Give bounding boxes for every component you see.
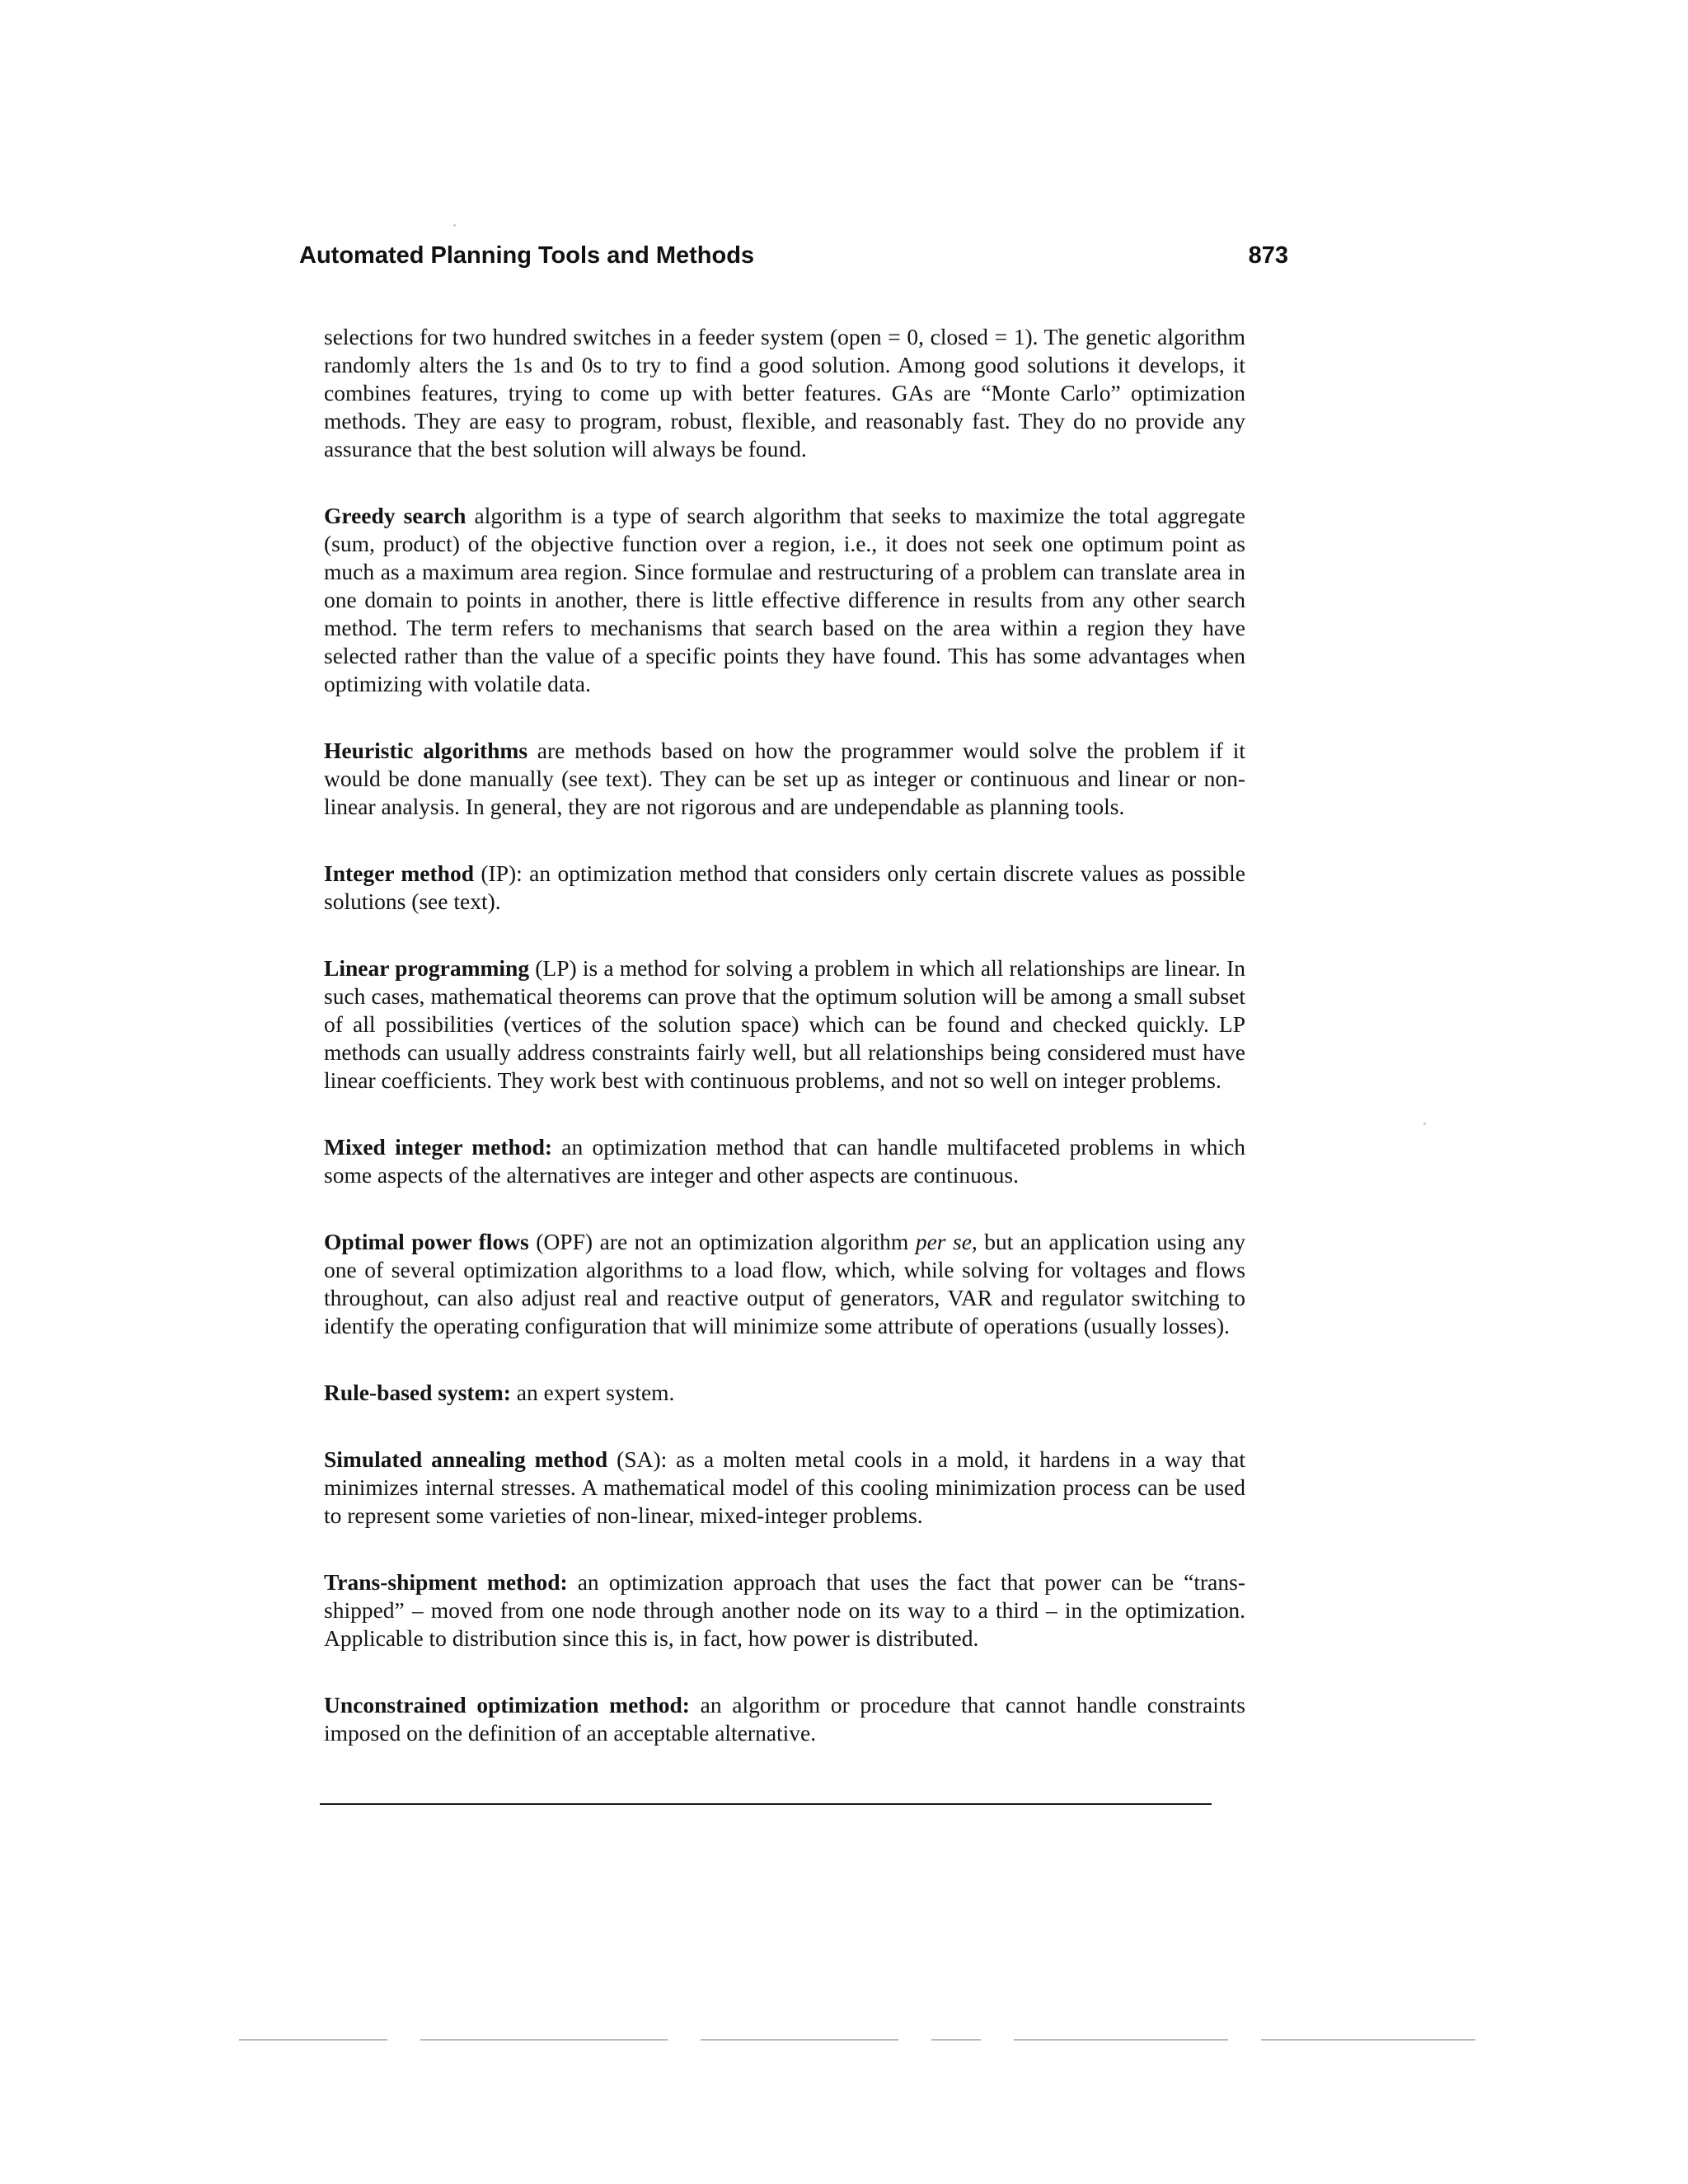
scan-noise <box>420 2039 668 2041</box>
paragraph-text: (LP) is a method for solving a problem in which all relationships are linear. In such cases, mathematical theorems can prove that the optimum solution will be among a small subset of all possibilities (vertices of the solution space) which can be found and checked quickly. LP methods can usually address constraints fairly well, but all relationships being considered must have linear coefficients. They work best with continuous problems, and not so well on integer problems. <box>324 955 1245 1093</box>
running-header-title: Automated Planning Tools and Methods <box>299 242 755 269</box>
page-body <box>324 323 1245 1747</box>
paragraph-integer-method <box>324 860 1245 916</box>
paragraph-text: (SA): as a molten metal cools in a mold, it hardens in a way that minimizes internal stresses. A mathematical model of this cooling minimization process can be used to represent some varieties of non-linear, mixed-integer problems. <box>324 1446 1245 1528</box>
paragraph-unconstrained-optimization <box>324 1691 1245 1747</box>
paragraph-text: selections for two hundred switches in a feeder system (open = 0, closed = 1). The genetic algorithm randomly alters the 1s and 0s to try to find a good solution. Among good solutions it develops, it combines features, trying to come up with better features. GAs are “Monte Carlo” optimization methods. They are easy to program, robust, flexible, and reasonably fast. They do no provide any assurance that the best solution will always be found. <box>324 324 1245 462</box>
paragraph-heuristic-algorithms <box>324 737 1245 821</box>
glossary-term: Simulated annealing method <box>324 1446 608 1472</box>
glossary-term: Heuristic algorithms <box>324 738 528 763</box>
scan-noise <box>701 2039 898 2041</box>
glossary-term: Greedy search <box>324 503 467 528</box>
scan-artifact-strip <box>239 2039 1475 2042</box>
section-end-rule <box>320 1803 1212 1805</box>
running-header <box>299 239 1288 272</box>
glossary-term: Unconstrained optimization method: <box>324 1692 690 1718</box>
glossary-term: Linear programming <box>324 955 530 981</box>
paragraph-genetic-algorithm-continued <box>324 323 1245 463</box>
scan-noise <box>239 2039 387 2041</box>
paragraph-rule-based-system <box>324 1379 1245 1407</box>
scan-noise <box>1014 2039 1228 2041</box>
paragraph-text: an expert system. <box>510 1380 675 1405</box>
paragraph-optimal-power-flows <box>324 1228 1245 1340</box>
scan-noise <box>1261 2039 1475 2041</box>
paragraph-text: algorithm is a type of search algorithm that seeks to maximize the total aggregate (sum, product) of the objective function over a region, i.e., it does not seek one optimum point as much as a maximum area region. Since formulae and restructuring of a problem can translate area in one domain to points in another, there is little effective difference in results from any other search method. The term refers to mechanisms that search based on the area within a region they have selected rather than the value of a specific points they have found. This has some advantages when optimizing with volatile data. <box>324 503 1246 696</box>
paragraph-trans-shipment-method <box>324 1568 1245 1652</box>
scan-noise <box>931 2039 981 2041</box>
glossary-term: Mixed integer method: <box>324 1134 553 1160</box>
paragraph-text: are methods based on how the programmer would solve the problem if it would be done manually (see text). They can be set up as integer or continuous and linear or non-linear analysis. In general, they are not rigorous and are undependable as planning tools. <box>324 738 1245 819</box>
glossary-term: Rule-based system: <box>324 1380 511 1405</box>
paragraph-text: (OPF) are not an optimization algorithm <box>528 1229 916 1254</box>
paragraph-mixed-integer-method <box>324 1133 1245 1189</box>
glossary-term: Integer method <box>324 860 475 886</box>
glossary-term: Optimal power flows <box>324 1229 529 1254</box>
paragraph-text-continued: but an application using any one of several optimization algorithms to a load flow, which, while solving for voltages and flows throughout, can also adjust real and reactive output of generators, VAR and regulator switching to identify the operating configuration that will minimize some attribute of operations (usually losses). <box>324 1229 1245 1338</box>
italic-text: per se, <box>915 1229 978 1254</box>
paragraph-text: an optimization approach that uses the fact that power can be “trans-shipped” – moved from one node through another node on its way to a third – in the optimization. Applicable to distribution since this is, in fact, how power is distributed. <box>324 1569 1245 1651</box>
paragraph-simulated-annealing <box>324 1446 1245 1530</box>
paragraph-linear-programming <box>324 954 1245 1094</box>
paragraph-text: (IP): an optimization method that considers only certain discrete values as possible solutions (see text). <box>324 860 1245 914</box>
glossary-term: Trans-shipment method: <box>324 1569 568 1595</box>
paragraph-text: an optimization method that can handle multifaceted problems in which some aspects of the alternatives are integer and other aspects are continuous. <box>324 1134 1245 1188</box>
scan-speck <box>453 224 456 227</box>
paragraph-greedy-search <box>324 502 1245 698</box>
scan-speck <box>1423 1122 1426 1125</box>
paragraph-text: an algorithm or procedure that cannot handle constraints imposed on the definition of an acceptable alternative. <box>324 1692 1245 1746</box>
page-number: 873 <box>1248 242 1288 269</box>
